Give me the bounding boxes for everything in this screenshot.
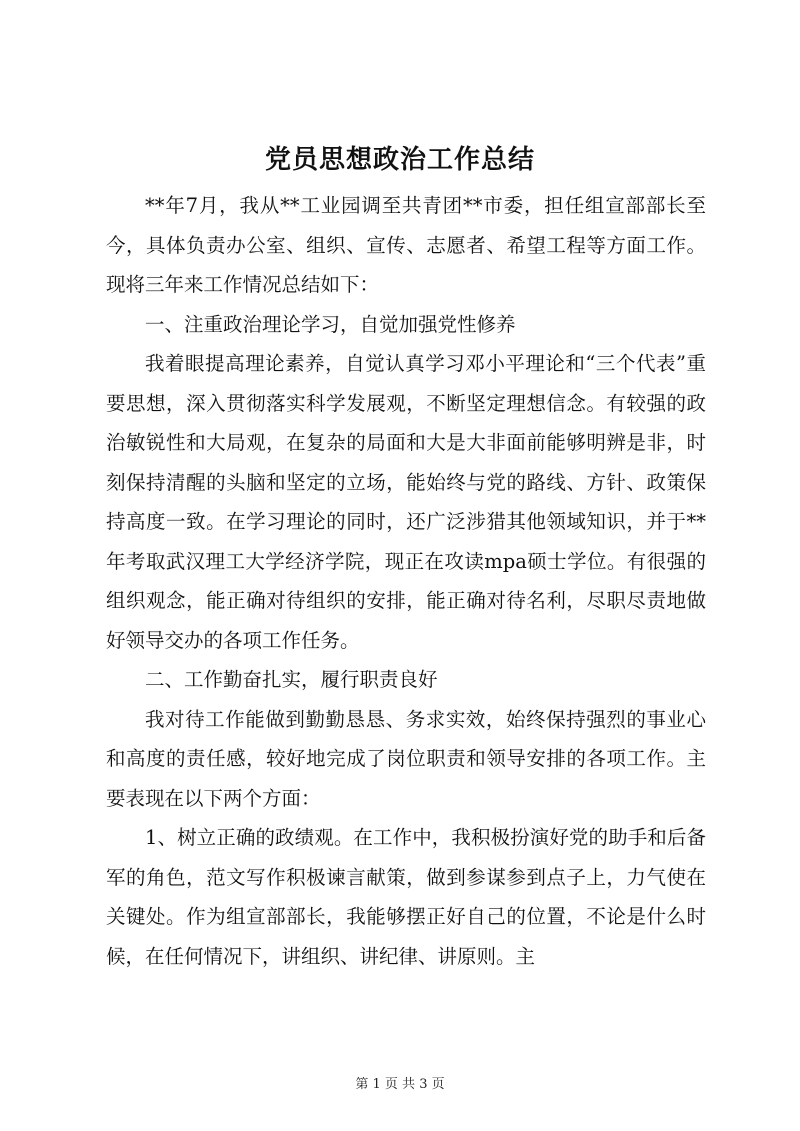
paragraph-item-1: 1、树立正确的政绩观。在工作中，我积极扮演好党的助手和后备军的角色，范文写作积极谏言献策，做到参谋参到点子上，力气使在关键处。作为组宣部部长，我能够摆正好自己的位置，不论是什么时候，在任何情况下，讲组织、讲纪律、讲原则。主 [106,826,706,968]
paragraph-intro: **年7月，我从**工业园调至共青团**市委，担任组宣部部长至今，具体负责办公室、组织、宣传、志愿者、希望工程等方面工作。现将三年来工作情况总结如下： [106,194,706,296]
paragraph-section-1: 我着眼提高理论素养，自觉认真学习邓小平理论和“三个代表”重要思想，深入贯彻落实科学发展观，不断坚定理想信念。有较强的政治敏锐性和大局观，在复杂的局面和大是大非面前能够明辨是非，时刻保持清醒的头脑和坚定的立场，能始终与党的路线、方针、政策保持高度一致。在学习理论的同时，还广泛涉猎其他领域知识，并于**年考取武汉理工大学经济学院，现正在攻读mpa硕士学位。有很强的组织观念，能正确对待组织的安排，能正确对待名利，尽职尽责地做好领导交办的各项工作任务。 [106,352,706,652]
paragraph-section-2: 我对待工作能做到勤勤恳恳、务求实效，始终保持强烈的事业心和高度的责任感，较好地完成了岗位职责和领导安排的各项工作。主要表现在以下两个方面： [106,707,706,810]
document-body [106,186,706,976]
section-heading-2: 二、工作勤奋扎实，履行职责良好 [145,668,438,691]
page-footer: 第 1 页 共 3 页 [355,1077,445,1092]
page-title: 党员思想政治工作总结 [264,145,535,175]
section-heading-1: 一、注重政治理论学习，自觉加强党性修养 [145,312,516,336]
